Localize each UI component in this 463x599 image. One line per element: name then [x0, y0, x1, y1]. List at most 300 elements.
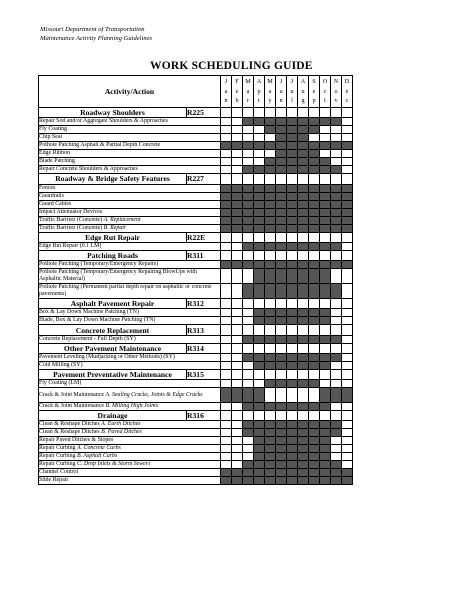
section-month-cell [320, 232, 331, 242]
section-month-cell [276, 299, 287, 309]
month-cell-nov-scheduled [331, 118, 342, 126]
month-cell-oct-scheduled [320, 469, 331, 477]
section-month-cell [287, 232, 298, 242]
month-cell-apr-open [254, 380, 265, 388]
month-cell-feb-open [232, 166, 243, 174]
section-month-cell [320, 299, 331, 309]
activity-row [39, 134, 353, 142]
month-cell-oct-scheduled [320, 429, 331, 437]
month-cell-dec-open [342, 335, 353, 343]
month-cell-sep-scheduled [309, 453, 320, 461]
month-cell-dec-open [342, 126, 353, 134]
activity-label-subitem: C. Drop Inlets & Storm Sewers [76, 461, 151, 468]
month-cell-aug-scheduled [298, 437, 309, 445]
month-cell-sep-open [309, 134, 320, 142]
activity-label [39, 453, 221, 461]
section-header-row [39, 174, 353, 184]
month-cell-sep-scheduled [309, 150, 320, 158]
section-month-cell [254, 370, 265, 380]
activity-label: Blade Patching [39, 158, 221, 166]
month-cell-feb-open [232, 126, 243, 134]
activity-row [39, 429, 353, 437]
month-cell-jul-open [287, 388, 298, 403]
month-header-sep: S e p [309, 76, 320, 108]
month-cell-dec-open [342, 362, 353, 370]
section-month-cell [276, 325, 287, 335]
month-cell-mar-scheduled [243, 166, 254, 174]
month-cell-oct-scheduled [320, 208, 331, 216]
section-code: R316 [187, 411, 221, 421]
section-month-cell [232, 108, 243, 118]
section-month-cell [331, 250, 342, 260]
section-header-row [39, 343, 353, 353]
section-header-row [39, 299, 353, 309]
section-month-cell [221, 250, 232, 260]
month-cell-dec-scheduled [342, 469, 353, 477]
month-cell-mar-open [243, 309, 254, 317]
activity-label: Edge Ribbon [39, 150, 221, 158]
section-title: Concrete Replacement [39, 325, 187, 335]
activity-row [39, 269, 353, 284]
month-cell-aug-scheduled [298, 134, 309, 142]
activity-row [39, 461, 353, 469]
work-schedule-body [39, 76, 353, 485]
month-cell-mar-open [243, 317, 254, 325]
section-month-cell [276, 174, 287, 184]
month-cell-may-scheduled [265, 261, 276, 269]
month-cell-jan-scheduled [221, 142, 232, 150]
month-cell-mar-scheduled [243, 477, 254, 485]
activity-label-main: Traffic Barriers (Concrete) [39, 224, 104, 231]
month-cell-jan-open [221, 242, 232, 250]
month-cell-jan-scheduled [221, 192, 232, 200]
month-cell-jul-scheduled [287, 134, 298, 142]
month-cell-aug-scheduled [298, 208, 309, 216]
month-cell-jun-scheduled [276, 380, 287, 388]
month-cell-sep-scheduled [309, 445, 320, 453]
month-cell-aug-scheduled [298, 150, 309, 158]
section-title: Pavement Preventative Maintenance [39, 370, 187, 380]
month-header-jun: J u n [276, 76, 287, 108]
month-cell-jun-scheduled [276, 429, 287, 437]
month-cell-apr-open [254, 134, 265, 142]
month-cell-feb-open [232, 284, 243, 299]
month-cell-mar-scheduled [243, 335, 254, 343]
month-header-aug: A u g [298, 76, 309, 108]
activity-label: Repair Sod and/or Aggregate Shoulders & Approaches [39, 118, 221, 126]
section-month-cell [243, 325, 254, 335]
month-cell-jul-scheduled [287, 380, 298, 388]
month-header-jul: J u l [287, 76, 298, 108]
month-cell-aug-scheduled [298, 469, 309, 477]
section-month-cell [287, 411, 298, 421]
month-cell-apr-scheduled [254, 317, 265, 325]
month-cell-aug-scheduled [298, 192, 309, 200]
month-cell-jun-scheduled [276, 192, 287, 200]
month-header-feb: F e b [232, 76, 243, 108]
month-cell-dec-open [342, 461, 353, 469]
month-cell-aug-scheduled [298, 335, 309, 343]
month-cell-apr-scheduled [254, 309, 265, 317]
section-month-cell [243, 232, 254, 242]
month-cell-sep-scheduled [309, 224, 320, 232]
month-cell-jul-scheduled [287, 118, 298, 126]
month-cell-sep-scheduled [309, 335, 320, 343]
section-month-cell [276, 108, 287, 118]
activity-label [39, 388, 221, 403]
activity-label [39, 445, 221, 453]
month-cell-jun-open [276, 388, 287, 403]
month-cell-nov-scheduled [331, 388, 342, 403]
section-month-cell [342, 232, 353, 242]
section-month-cell [221, 343, 232, 353]
work-schedule-table [38, 75, 353, 485]
month-cell-jul-scheduled [287, 469, 298, 477]
month-cell-mar-scheduled [243, 284, 254, 299]
activity-row [39, 150, 353, 158]
month-cell-jul-scheduled [287, 158, 298, 166]
activity-row [39, 216, 353, 224]
month-cell-apr-scheduled [254, 445, 265, 453]
month-cell-aug-scheduled [298, 309, 309, 317]
month-cell-jul-scheduled [287, 284, 298, 299]
month-cell-nov-open [331, 134, 342, 142]
month-cell-dec-open [342, 150, 353, 158]
section-month-cell [221, 108, 232, 118]
month-cell-nov-open [331, 317, 342, 325]
activity-label-subitem: B. Asphalt Curbs [76, 453, 118, 460]
section-month-cell [342, 174, 353, 184]
month-cell-jan-open [221, 403, 232, 411]
month-cell-jan-open [221, 429, 232, 437]
month-cell-jul-scheduled [287, 150, 298, 158]
month-cell-jan-open [221, 445, 232, 453]
section-month-cell [265, 174, 276, 184]
month-cell-nov-scheduled [331, 142, 342, 150]
month-cell-jul-scheduled [287, 354, 298, 362]
section-code: R315 [187, 370, 221, 380]
month-header-oct: O c t [320, 76, 331, 108]
month-cell-feb-open [232, 150, 243, 158]
month-cell-jul-scheduled [287, 317, 298, 325]
month-cell-aug-scheduled [298, 200, 309, 208]
month-cell-nov-scheduled [331, 335, 342, 343]
month-cell-mar-open [243, 134, 254, 142]
section-month-cell [342, 250, 353, 260]
month-cell-jun-scheduled [276, 269, 287, 284]
section-month-cell [331, 343, 342, 353]
month-cell-sep-scheduled [309, 354, 320, 362]
month-cell-may-scheduled [265, 284, 276, 299]
section-month-cell [342, 299, 353, 309]
section-month-cell [243, 108, 254, 118]
activity-label: Pothole Patching (Permanent partial depth repair on asphaltic or concrete pavements) [39, 284, 221, 299]
month-cell-feb-scheduled [232, 184, 243, 192]
month-cell-aug-scheduled [298, 317, 309, 325]
section-month-cell [254, 250, 265, 260]
month-cell-aug-scheduled [298, 421, 309, 429]
activity-label: Slide Repair [39, 477, 221, 485]
activity-label: Pothole Patching Asphalt & Partial Depth Concrete [39, 142, 221, 150]
month-cell-apr-scheduled [254, 477, 265, 485]
activity-label-subitem: A. Concrete Curbs [76, 445, 121, 452]
section-month-cell [287, 108, 298, 118]
month-cell-may-scheduled [265, 477, 276, 485]
activity-row [39, 477, 353, 485]
month-cell-jun-scheduled [276, 477, 287, 485]
month-cell-jun-scheduled [276, 224, 287, 232]
month-cell-nov-open [331, 437, 342, 445]
month-cell-sep-scheduled [309, 380, 320, 388]
month-cell-jul-scheduled [287, 142, 298, 150]
activity-label: Impact Attenuator Devices [39, 208, 221, 216]
activity-row [39, 158, 353, 166]
month-cell-oct-scheduled [320, 142, 331, 150]
month-cell-aug-scheduled [298, 158, 309, 166]
section-month-cell [232, 232, 243, 242]
section-month-cell [320, 411, 331, 421]
month-cell-oct-scheduled [320, 192, 331, 200]
activity-column-header: Activity/Action [39, 76, 221, 108]
month-cell-mar-scheduled [243, 429, 254, 437]
month-cell-dec-scheduled [342, 184, 353, 192]
month-cell-jun-scheduled [276, 134, 287, 142]
activity-row [39, 208, 353, 216]
month-cell-dec-scheduled [342, 261, 353, 269]
month-cell-oct-scheduled [320, 200, 331, 208]
month-cell-oct-scheduled [320, 477, 331, 485]
month-cell-jan-scheduled [221, 477, 232, 485]
activity-label: Box & Lay Down Machine Patching (TN) [39, 309, 221, 317]
month-cell-aug-scheduled [298, 242, 309, 250]
month-cell-oct-scheduled [320, 445, 331, 453]
activity-row [39, 184, 353, 192]
activity-label: Pothole Patching (Temporary/Emergency Repairs) [39, 261, 221, 269]
month-cell-jan-open [221, 362, 232, 370]
month-cell-oct-scheduled [320, 284, 331, 299]
month-cell-nov-open [331, 158, 342, 166]
month-cell-jul-scheduled [287, 216, 298, 224]
month-cell-mar-open [243, 380, 254, 388]
month-cell-jun-scheduled [276, 166, 287, 174]
section-month-cell [265, 370, 276, 380]
activity-label [39, 216, 221, 224]
section-month-cell [276, 370, 287, 380]
month-cell-feb-open [232, 158, 243, 166]
section-title: Roadway & Bridge Safety Features [39, 174, 187, 184]
month-cell-nov-open [331, 126, 342, 134]
section-month-cell [243, 343, 254, 353]
section-month-cell [232, 343, 243, 353]
month-cell-nov-scheduled [331, 477, 342, 485]
month-cell-oct-scheduled [320, 403, 331, 411]
month-cell-feb-open [232, 269, 243, 284]
month-cell-may-scheduled [265, 380, 276, 388]
section-month-cell [298, 343, 309, 353]
month-cell-dec-open [342, 134, 353, 142]
section-month-cell [232, 325, 243, 335]
section-month-cell [265, 299, 276, 309]
month-cell-aug-scheduled [298, 429, 309, 437]
month-cell-nov-open [331, 309, 342, 317]
month-cell-mar-open [243, 445, 254, 453]
month-cell-mar-scheduled [243, 421, 254, 429]
section-header-row [39, 325, 353, 335]
month-cell-jan-open [221, 335, 232, 343]
month-cell-sep-scheduled [309, 437, 320, 445]
month-cell-may-scheduled [265, 437, 276, 445]
section-header-row [39, 411, 353, 421]
month-cell-aug-scheduled [298, 380, 309, 388]
month-cell-mar-scheduled [243, 142, 254, 150]
month-cell-dec-open [342, 166, 353, 174]
month-cell-apr-scheduled [254, 469, 265, 477]
month-cell-may-scheduled [265, 461, 276, 469]
activity-label: Cold Milling (SY) [39, 362, 221, 370]
activity-label-main: Clean & Reshape Ditches [39, 429, 102, 436]
month-cell-mar-open [243, 437, 254, 445]
month-cell-jul-scheduled [287, 224, 298, 232]
month-cell-jun-scheduled [276, 403, 287, 411]
section-month-cell [254, 299, 265, 309]
activity-row [39, 166, 353, 174]
month-cell-sep-scheduled [309, 242, 320, 250]
month-cell-nov-open [331, 269, 342, 284]
month-cell-feb-open [232, 421, 243, 429]
month-cell-aug-scheduled [298, 261, 309, 269]
section-month-cell [309, 411, 320, 421]
activity-row [39, 192, 353, 200]
month-cell-dec-scheduled [342, 477, 353, 485]
month-cell-apr-scheduled [254, 224, 265, 232]
month-cell-may-scheduled [265, 469, 276, 477]
activity-label: Pavement Leveling (Mudjacking or Other Methods) (SY) [39, 354, 221, 362]
section-month-cell [342, 325, 353, 335]
section-month-cell [342, 108, 353, 118]
month-cell-jun-scheduled [276, 437, 287, 445]
section-month-cell [254, 232, 265, 242]
section-month-cell [342, 411, 353, 421]
activity-label: Blade, Box & Lay Down Machine Patching (TN) [39, 317, 221, 325]
month-cell-nov-scheduled [331, 284, 342, 299]
month-cell-aug-scheduled [298, 166, 309, 174]
month-cell-feb-open [232, 309, 243, 317]
month-cell-oct-scheduled [320, 388, 331, 403]
section-month-cell [342, 370, 353, 380]
section-month-cell [254, 343, 265, 353]
month-cell-jul-scheduled [287, 429, 298, 437]
month-cell-dec-scheduled [342, 224, 353, 232]
month-cell-dec-open [342, 269, 353, 284]
activity-label [39, 421, 221, 429]
month-cell-may-scheduled [265, 242, 276, 250]
month-cell-sep-scheduled [309, 317, 320, 325]
month-cell-jul-scheduled [287, 461, 298, 469]
section-month-cell [287, 250, 298, 260]
activity-label: Fences [39, 184, 221, 192]
month-cell-jan-open [221, 309, 232, 317]
section-title: Edge Rut Repair [39, 232, 187, 242]
month-cell-sep-scheduled [309, 269, 320, 284]
month-cell-sep-open [309, 388, 320, 403]
month-cell-nov-scheduled [331, 184, 342, 192]
month-cell-nov-scheduled [331, 421, 342, 429]
month-cell-aug-scheduled [298, 126, 309, 134]
month-cell-feb-open [232, 461, 243, 469]
month-cell-sep-scheduled [309, 469, 320, 477]
month-cell-jun-scheduled [276, 142, 287, 150]
month-cell-apr-scheduled [254, 284, 265, 299]
activity-label-main: Traffic Barriers (Concrete) [39, 216, 104, 223]
month-cell-feb-open [232, 317, 243, 325]
page-title: WORK SCHEDULING GUIDE [150, 60, 313, 72]
month-cell-oct-scheduled [320, 261, 331, 269]
section-month-cell [265, 250, 276, 260]
month-cell-sep-scheduled [309, 158, 320, 166]
month-cell-may-scheduled [265, 118, 276, 126]
month-cell-may-scheduled [265, 200, 276, 208]
month-cell-oct-open [320, 380, 331, 388]
month-cell-jul-scheduled [287, 421, 298, 429]
section-month-cell [331, 174, 342, 184]
month-cell-may-scheduled [265, 429, 276, 437]
month-cell-sep-scheduled [309, 184, 320, 192]
activity-row [39, 284, 353, 299]
month-cell-jan-open [221, 126, 232, 134]
month-cell-dec-scheduled [342, 192, 353, 200]
month-cell-sep-scheduled [309, 309, 320, 317]
month-cell-feb-scheduled [232, 208, 243, 216]
month-cell-apr-scheduled [254, 269, 265, 284]
month-cell-nov-scheduled [331, 261, 342, 269]
activity-label-main: Clean & Reshape Ditches [39, 421, 102, 428]
month-cell-aug-open [298, 388, 309, 403]
activity-label-subitem: B. Milling High Joints [105, 403, 159, 410]
month-cell-dec-scheduled [342, 388, 353, 403]
month-cell-apr-open [254, 126, 265, 134]
activity-row [39, 118, 353, 126]
month-cell-oct-open [320, 150, 331, 158]
month-cell-feb-scheduled [232, 200, 243, 208]
month-cell-may-scheduled [265, 309, 276, 317]
section-month-cell [287, 325, 298, 335]
activity-label-main: Repair Curbing [39, 453, 77, 460]
month-cell-mar-scheduled [243, 192, 254, 200]
document-header [40, 26, 152, 43]
section-code: R225 [187, 108, 221, 118]
month-cell-mar-open [243, 150, 254, 158]
activity-row [39, 380, 353, 388]
section-month-cell [298, 325, 309, 335]
month-cell-dec-scheduled [342, 208, 353, 216]
month-cell-jul-scheduled [287, 242, 298, 250]
month-cell-dec-scheduled [342, 216, 353, 224]
activity-row [39, 242, 353, 250]
section-month-cell [232, 250, 243, 260]
section-title: Roadway Shoulders [39, 108, 187, 118]
section-month-cell [298, 370, 309, 380]
month-cell-aug-scheduled [298, 362, 309, 370]
activity-row [39, 224, 353, 232]
month-cell-may-scheduled [265, 453, 276, 461]
month-cell-sep-scheduled [309, 403, 320, 411]
month-cell-nov-open [331, 403, 342, 411]
month-cell-aug-scheduled [298, 184, 309, 192]
month-cell-mar-open [243, 269, 254, 284]
month-cell-may-scheduled [265, 192, 276, 200]
month-cell-may-scheduled [265, 445, 276, 453]
month-cell-apr-scheduled [254, 354, 265, 362]
